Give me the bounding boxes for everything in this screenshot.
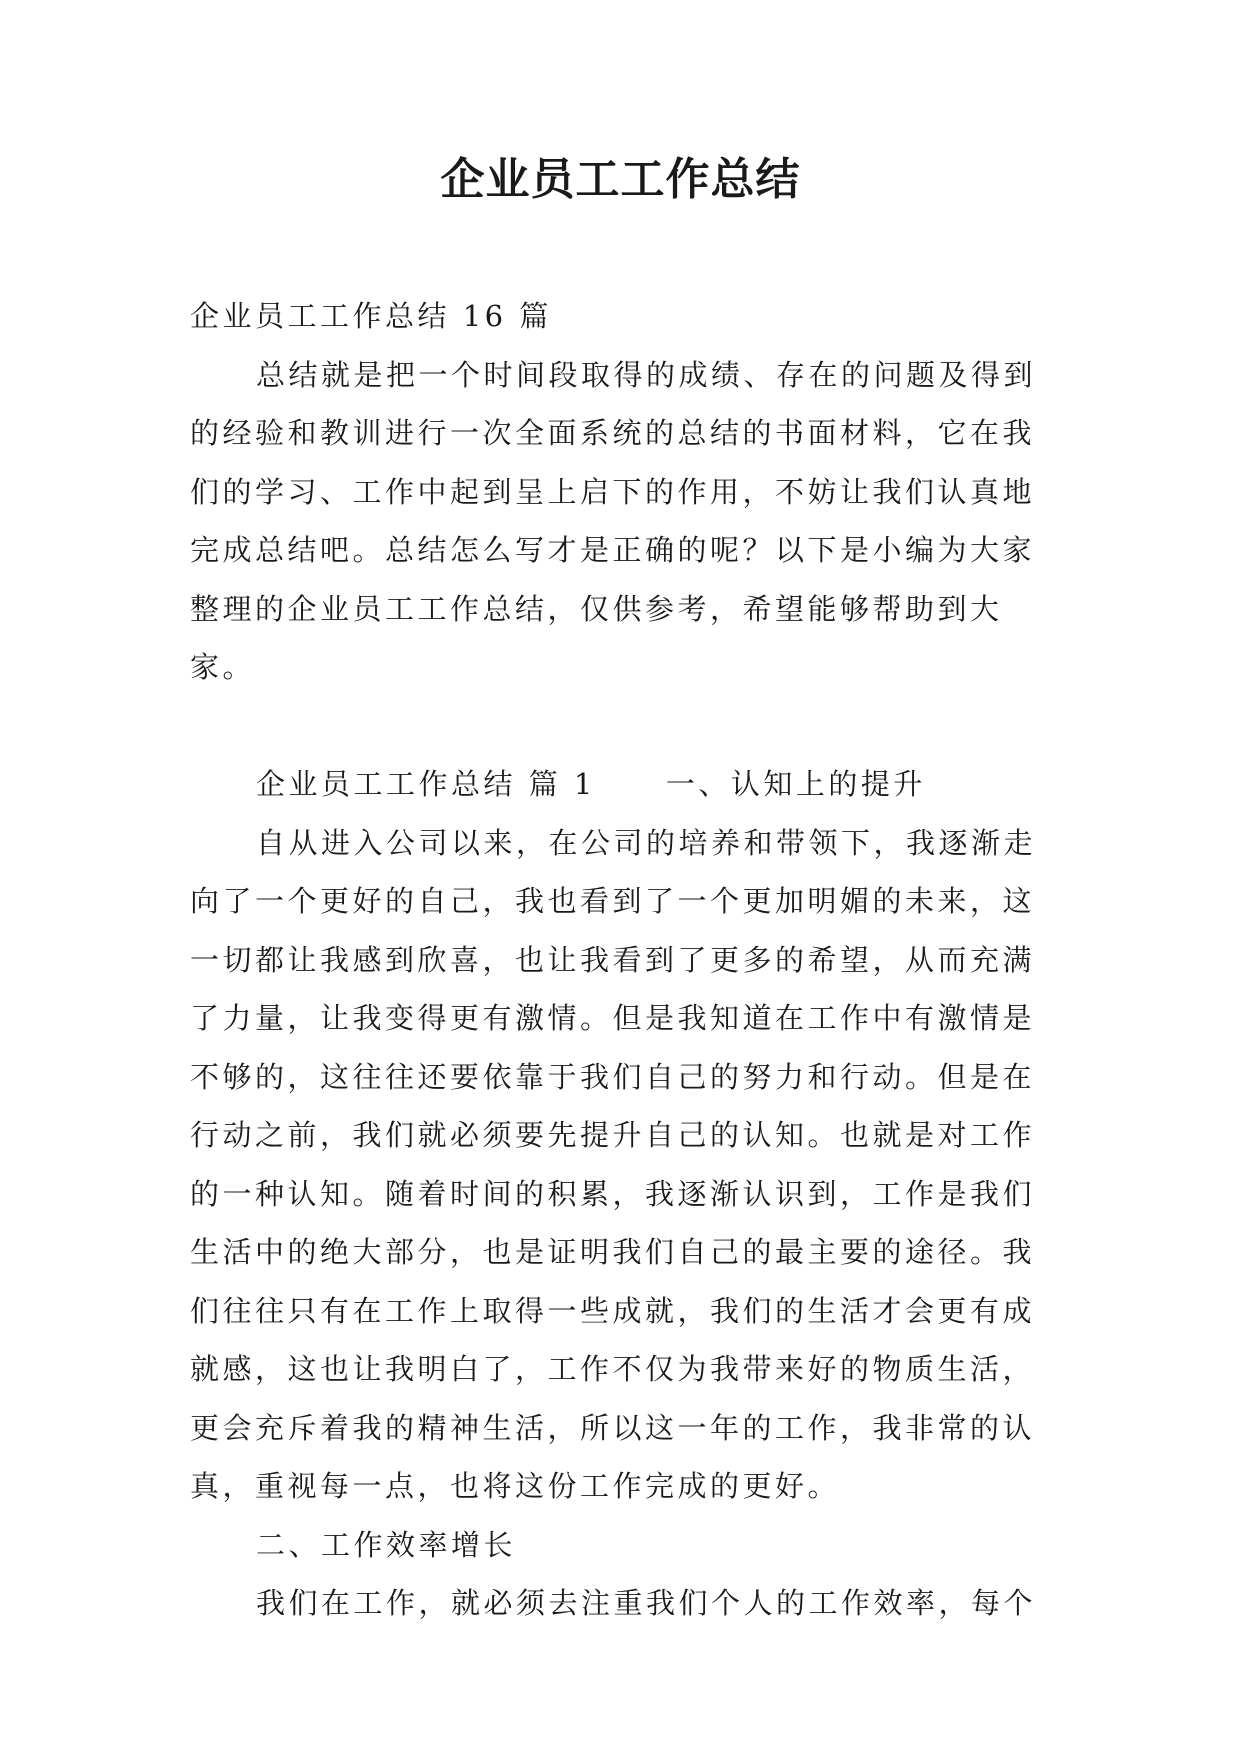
article-label: 企业员工工作总结 篇 1	[256, 767, 596, 801]
paragraph-gap	[190, 697, 1058, 756]
section-1-heading: 一、认知上的提升	[665, 767, 926, 801]
section-2-paragraph: 我们在工作，就必须去注重我们个人的工作效率，每个	[256, 1586, 1037, 1620]
intro-paragraph: 总结就是把一个时间段取得的成绩、存在的问题及得到的经验和教训进行一次全面系统的总结的书面材料，它在我们的学习、工作中起到呈上启下的作用，不妨让我们认真地完成总结吧。总结怎么写才是正确的呢？以下是小编为大家整理的企业员工工作总结，仅供参考，希望能够帮助到大家。	[190, 357, 1037, 684]
document-body	[190, 287, 1058, 1633]
section-1-paragraph: 自从进入公司以来，在公司的培养和带领下，我逐渐走向了一个更好的自己，我也看到了一个更加明媚的未来，这一切都让我感到欣喜，也让我看到了更多的希望，从而充满了力量，让我变得更有激情。但是我知道在工作中有激情是不够的，这往往还要依靠于我们自己的努力和行动。但是在行动之前，我们就必须要先提升自己的认知。也就是对工作的一种认知。随着时间的积累，我逐渐认识到，工作是我们生活中的绝大部分，也是证明我们自己的最主要的途径。我们往往只有在工作上取得一些成就，我们的生活才会更有成就感，这也让我明白了，工作不仅为我带来好的物质生活，更会充斥着我的精神生活，所以这一年的工作，我非常的认真，重视每一点，也将这份工作完成的更好。	[190, 825, 1037, 1503]
document-title: 企业员工工作总结	[440, 154, 801, 205]
document-subtitle: 企业员工工作总结 16 篇	[190, 299, 552, 333]
article-heading-line	[190, 755, 1058, 814]
section-2-heading: 二、工作效率增长	[256, 1527, 517, 1562]
